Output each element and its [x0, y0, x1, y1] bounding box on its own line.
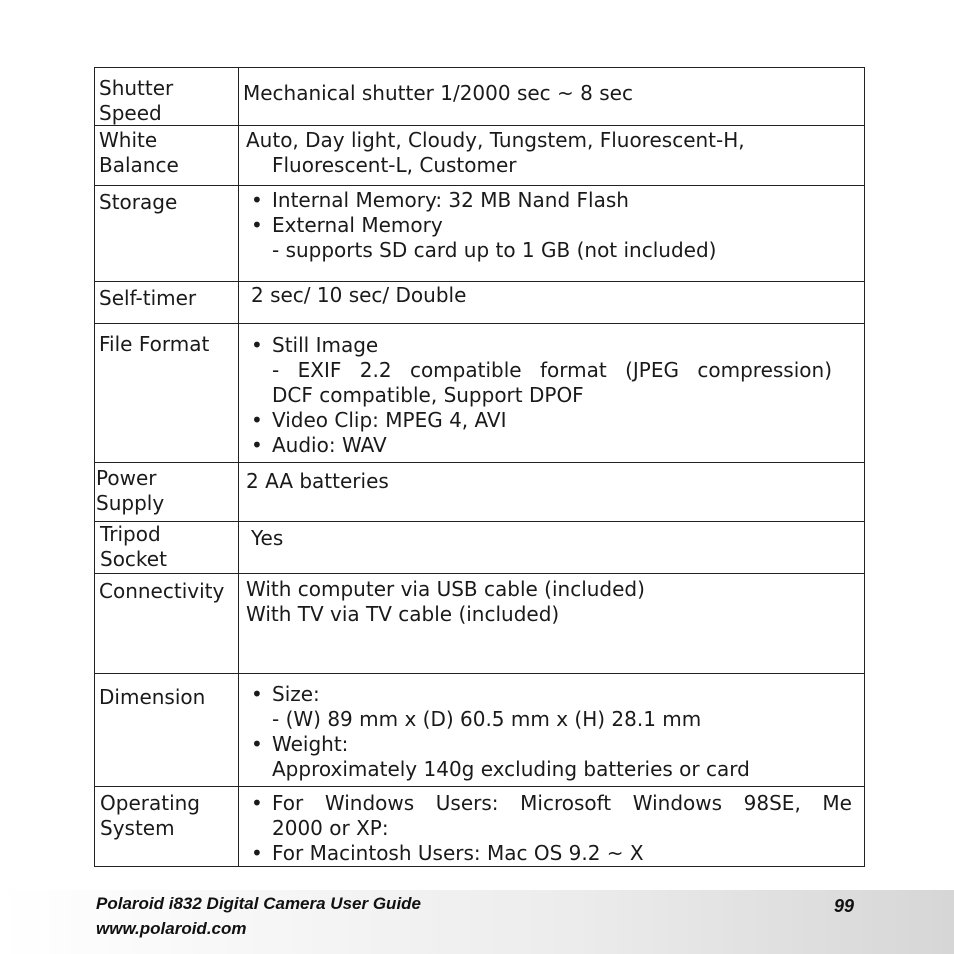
- bullet-item: • Still Image: [251, 333, 379, 357]
- row-label: Connectivity: [99, 579, 225, 603]
- table-row-tripod-socket: [94, 521, 865, 574]
- bullet-item: • External Memory: [251, 213, 443, 237]
- bullet-item: • Video Clip: MPEG 4, AVI: [251, 408, 507, 432]
- footer-website: www.polaroid.com: [96, 919, 247, 938]
- bullet-item: • Internal Memory: 32 MB Nand Flash: [251, 188, 629, 212]
- row-label: File Format: [99, 332, 210, 356]
- table-row-connectivity: [94, 573, 865, 674]
- bullet-item: • For Windows Users: Microsoft Windows 98SE, Me: [251, 791, 852, 815]
- row-value: 2 AA batteries: [246, 469, 389, 493]
- row-label: White Balance: [99, 128, 179, 177]
- table-row-white-balance: [94, 125, 865, 186]
- row-value: • Still Image - EXIF 2.2 compatible format (JPEG compression) DCF compatible, Support DPOF • Video Clip: MPEG 4, AVI • Audio: WAV: [246, 333, 832, 458]
- row-value: • Size: - (W) 89 mm x (D) 60.5 mm x (H) 28.1 mm • Weight: Approximately 140g excluding batteries or card: [246, 682, 836, 782]
- table-row-power-supply: [94, 462, 865, 522]
- row-label: Storage: [99, 190, 178, 214]
- row-label: Power Supply: [96, 466, 165, 515]
- row-value: Auto, Day light, Cloudy, Tungstem, Fluorescent-H, Fluorescent-L, Customer: [246, 128, 745, 177]
- row-value: 2 sec/ 10 sec/ Double: [251, 283, 467, 307]
- table-row-storage: [94, 185, 865, 282]
- page-number: 99: [834, 896, 855, 916]
- row-label: Self-timer: [99, 286, 197, 310]
- table-row-shutter-speed: [94, 67, 865, 126]
- bullet-item: • For Macintosh Users: Mac OS 9.2 ~ X: [251, 841, 644, 865]
- row-label: Tripod Socket: [100, 522, 167, 571]
- row-value: Yes: [251, 526, 284, 550]
- row-label: Shutter Speed: [99, 76, 174, 125]
- row-value: • For Windows Users: Microsoft Windows 98SE, Me 2000 or XP: • For Macintosh Users: Mac OS 9.2 ~ X: [246, 791, 852, 866]
- bullet-item: • Weight:: [251, 732, 349, 756]
- bullet-item: • Audio: WAV: [251, 433, 387, 457]
- table-row-self-timer: [94, 281, 865, 324]
- bullet-item: • Size:: [251, 682, 320, 706]
- page-footer: [0, 890, 954, 954]
- specifications-table: [94, 67, 865, 866]
- footer-guide-title: Polaroid i832 Digital Camera User Guide: [96, 894, 422, 913]
- row-label: Dimension: [99, 685, 206, 709]
- table-row-dimension: [94, 673, 865, 787]
- table-row-operating-system: [94, 786, 865, 867]
- row-value: With computer via USB cable (included) With TV via TV cable (included): [246, 577, 645, 626]
- row-label: Operating System: [100, 791, 200, 840]
- row-value: • Internal Memory: 32 MB Nand Flash • External Memory - supports SD card up to 1 GB (not included): [246, 188, 836, 263]
- table-row-file-format: [94, 323, 865, 463]
- row-value: Mechanical shutter 1/2000 sec ~ 8 sec: [243, 81, 633, 105]
